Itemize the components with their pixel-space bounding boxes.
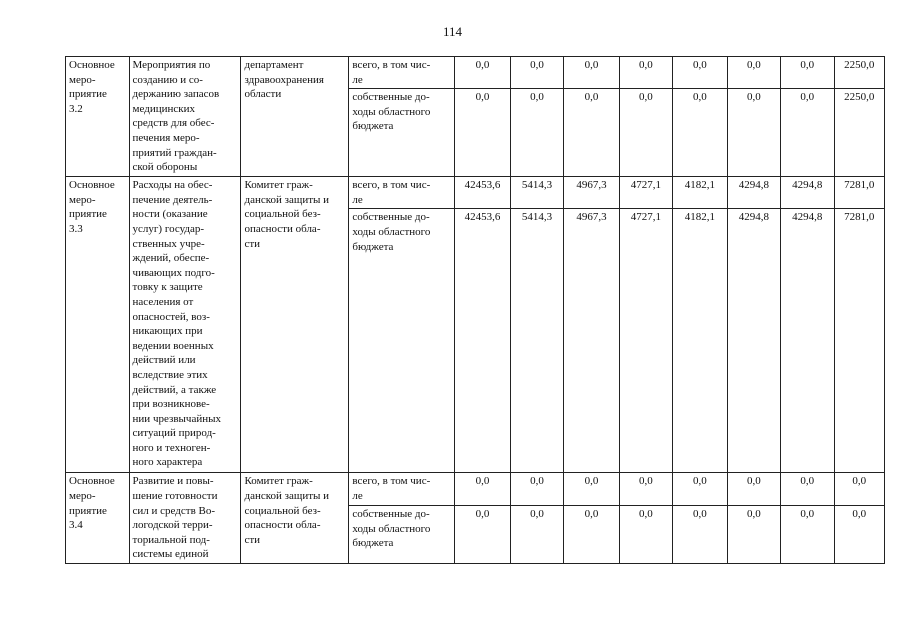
value-cell: 0,0 [564,57,619,89]
value-cell: 7281,0 [834,209,885,473]
measure-code-cell: Основное меро- приятие 3.4 [66,473,130,564]
value-cell: 0,0 [510,505,563,563]
value-cell: 42453,6 [455,209,510,473]
value-cell: 0,0 [510,473,563,506]
measure-code-cell: Основное меро- приятие 3.3 [66,177,130,473]
table-row [66,177,885,209]
value-cell: 5414,3 [510,177,563,209]
value-cell: 0,0 [781,473,834,506]
executor-cell: Комитет граж- данской защиты и социальной без- опасности обла- сти [241,473,349,564]
value-cell: 0,0 [727,473,780,506]
value-cell: 4727,1 [619,177,672,209]
value-cell: 0,0 [510,57,563,89]
value-cell: 0,0 [564,473,619,506]
value-cell: 0,0 [619,57,672,89]
value-cell: 0,0 [673,57,727,89]
value-cell: 0,0 [619,473,672,506]
measure-description-cell: Мероприятия по созданию и со- держанию запасов медицинских средств для обес- печения меро- приятий граждан- ской обороны [129,57,241,177]
value-cell: 4967,3 [564,177,619,209]
value-cell: 0,0 [455,89,510,177]
value-cell: 0,0 [564,89,619,177]
value-cell: 0,0 [727,505,780,563]
value-cell: 0,0 [727,57,780,89]
value-cell: 0,0 [455,505,510,563]
funding-source-cell: всего, в том чис- ле [349,57,455,89]
page-number: 114 [442,24,463,39]
value-cell: 4967,3 [564,209,619,473]
value-cell: 0,0 [727,89,780,177]
value-cell: 42453,6 [455,177,510,209]
table-row [66,473,885,506]
value-cell: 0,0 [673,473,727,506]
budget-table [65,56,885,564]
value-cell: 0,0 [781,57,834,89]
value-cell: 0,0 [673,89,727,177]
value-cell: 4182,1 [673,209,727,473]
value-cell: 4294,8 [781,177,834,209]
value-cell: 0,0 [834,473,885,506]
value-cell: 0,0 [619,89,672,177]
value-cell: 7281,0 [834,177,885,209]
value-cell: 0,0 [455,57,510,89]
value-cell: 0,0 [673,505,727,563]
value-cell: 0,0 [834,505,885,563]
executor-cell: департамент здравоохранения области [241,57,349,177]
value-cell: 0,0 [455,473,510,506]
value-cell: 0,0 [781,89,834,177]
measure-code-cell: Основное меро- приятие 3.2 [66,57,130,177]
value-cell: 2250,0 [834,57,885,89]
value-cell: 2250,0 [834,89,885,177]
executor-cell: Комитет граж- данской защиты и социальной без- опасности обла- сти [241,177,349,473]
value-cell: 0,0 [510,89,563,177]
value-cell: 0,0 [564,505,619,563]
value-cell: 4727,1 [619,209,672,473]
value-cell: 0,0 [619,505,672,563]
funding-source-cell: собственные до- ходы областного бюджета [349,505,455,563]
measure-description-cell: Развитие и повы- шение готовности сил и средств Во- логодской терри- ториальной под- системы единой [129,473,241,564]
measure-description-cell: Расходы на обес- печение деятель- ности (оказание услуг) государ- ственных учре- ждений, обеспе- чивающих подго- товку к защите населения от опасностей, воз- никающих при ведении военных действий или вследствие этих действий, а также при возникнове- нии чрезвычайных ситуаций природ- ного и техноген- ного характера [129,177,241,473]
funding-source-cell: собственные до- ходы областного бюджета [349,89,455,177]
value-cell: 4294,8 [727,209,780,473]
funding-source-cell: всего, в том чис- ле [349,473,455,506]
value-cell: 0,0 [781,505,834,563]
funding-source-cell: собственные до- ходы областного бюджета [349,209,455,473]
value-cell: 5414,3 [510,209,563,473]
table-row [66,57,885,89]
value-cell: 4294,8 [727,177,780,209]
funding-source-cell: всего, в том чис- ле [349,177,455,209]
value-cell: 4182,1 [673,177,727,209]
value-cell: 4294,8 [781,209,834,473]
